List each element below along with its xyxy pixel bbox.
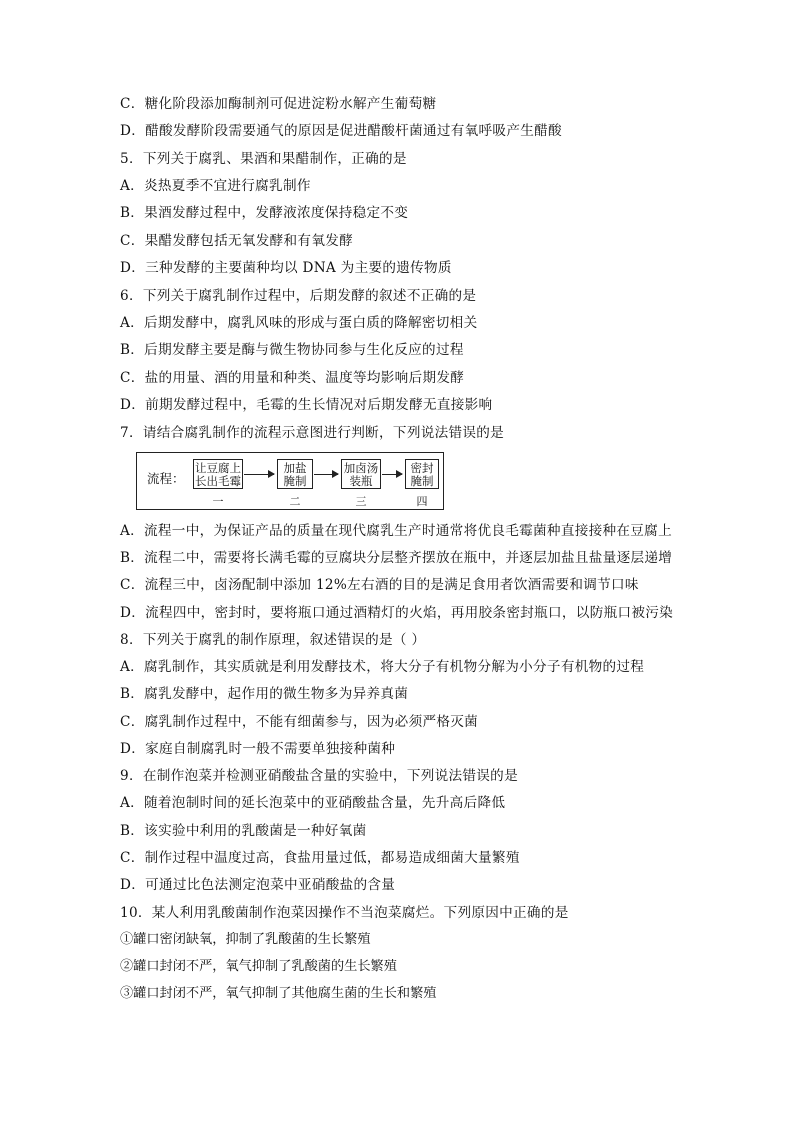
arrow-icon [314,474,338,475]
question-9: 9．在制作泡菜并检测亚硝酸盐含量的实验中，下列说法错误的是 [120,768,518,784]
text-line: C．腐乳制作过程中，不能有细菌参与，因为必须严格灭菌 [120,714,479,730]
flow-step-text: 长出毛霉 [195,474,241,488]
flow-step-text: 装瓶 [349,474,373,488]
flow-step-text: 让豆腐上 [195,461,241,475]
option-item: ③罐口封闭不严，氧气抑制了其他腐生菌的生长和繁殖 [120,986,437,1001]
text-line: C．制作过程中温度过高，食盐用量过低，都易造成细菌大量繁殖 [120,850,520,866]
flow-step-text: 密封 [410,461,434,475]
text-line: C．果醋发酵包括无氧发酵和有氧发酵 [120,233,353,249]
flow-step-4 [405,459,439,489]
text-line: D．醋酸发酵阶段需要通气的原因是促进醋酸杆菌通过有氧呼吸产生醋酸 [120,123,562,139]
question-5: 5．下列关于腐乳、果酒和果醋制作，正确的是 [120,151,407,167]
flow-step-2 [277,459,313,489]
text-line: C．糖化阶段添加酶制剂可促进淀粉水解产生葡萄糖 [120,96,437,112]
text-line: D．前期发酵过程中，毛霉的生长情况对后期发酵无直接影响 [120,397,493,413]
text-line: A．炎热夏季不宜进行腐乳制作 [120,178,311,194]
flow-step-text: 加盐 [283,461,307,475]
flow-step-text: 腌制 [283,474,307,488]
question-7: 7．请结合腐乳制作的流程示意图进行判断，下列说法错误的是 [120,425,505,441]
text-line: D．家庭自制腐乳时一般不需要单独接种菌种 [120,741,396,757]
flow-label: 流程： [147,471,185,486]
text-line: A．后期发酵中，腐乳风味的形成与蛋白质的降解密切相关 [120,315,478,331]
text-line: A．随着泡制时间的延长泡菜中的亚硝酸盐含量，先升高后降低 [120,795,506,811]
text-line: D．流程四中，密封时，要将瓶口通过酒精灯的火焰，再用胶条密封瓶口，以防瓶口被污染 [120,605,674,621]
question-6: 6．下列关于腐乳制作过程中，后期发酵的叙述不正确的是 [120,288,477,304]
question-10: 10．某人利用乳酸菌制作泡菜因操作不当泡菜腐烂。下列原因中正确的是 [120,905,569,921]
text-line: C．盐的用量、酒的用量和种类、温度等均影响后期发酵 [120,370,465,386]
flow-step-text: 腌制 [410,474,434,488]
text-line: A．流程一中，为保证产品的质量在现代腐乳生产时通常将优良毛霉菌种直接接种在豆腐上 [120,523,672,539]
flow-step-3 [341,459,381,489]
arrow-icon [244,474,274,475]
text-line: A．腐乳制作，其实质就是利用发酵技术，将大分子有机物分解为小分子有机物的过程 [120,659,645,675]
text-line: B．果酒发酵过程中，发酵液浓度保持稳定不变 [120,205,409,221]
option-item: ②罐口封闭不严，氧气抑制了乳酸菌的生长繁殖 [120,959,397,974]
text-line: D．三种发酵的主要菌种均以 DNA 为主要的遗传物质 [120,260,452,276]
flow-step-number: 一 [212,495,224,508]
text-line: C．流程三中，卤汤配制中添加 12%左右酒的目的是满足食用者饮酒需要和调节口味 [120,577,639,593]
flow-step-number: 三 [355,495,367,508]
flow-diagram [136,452,444,510]
text-line: B．后期发酵主要是酶与微生物协同参与生化反应的过程 [120,342,464,358]
text-line: B．腐乳发酵中，起作用的微生物多为异养真菌 [120,686,409,702]
flow-step-1 [193,459,243,489]
text-line: D．可通过比色法测定泡菜中亚硝酸盐的含量 [120,877,396,893]
option-item: ①罐口密闭缺氧，抑制了乳酸菌的生长繁殖 [120,932,371,947]
text-line: B．流程二中，需要将长满毛霉的豆腐块分层整齐摆放在瓶中，并逐层加盐且盐量逐层递增 [120,550,673,566]
flow-step-number: 四 [416,495,428,508]
question-8: 8．下列关于腐乳的制作原理，叙述错误的是（ ） [120,632,426,648]
flow-step-number: 二 [289,495,301,508]
arrow-icon [382,474,402,475]
flow-step-text: 加卤汤 [343,461,379,475]
text-line: B．该实验中利用的乳酸菌是一种好氧菌 [120,823,367,839]
